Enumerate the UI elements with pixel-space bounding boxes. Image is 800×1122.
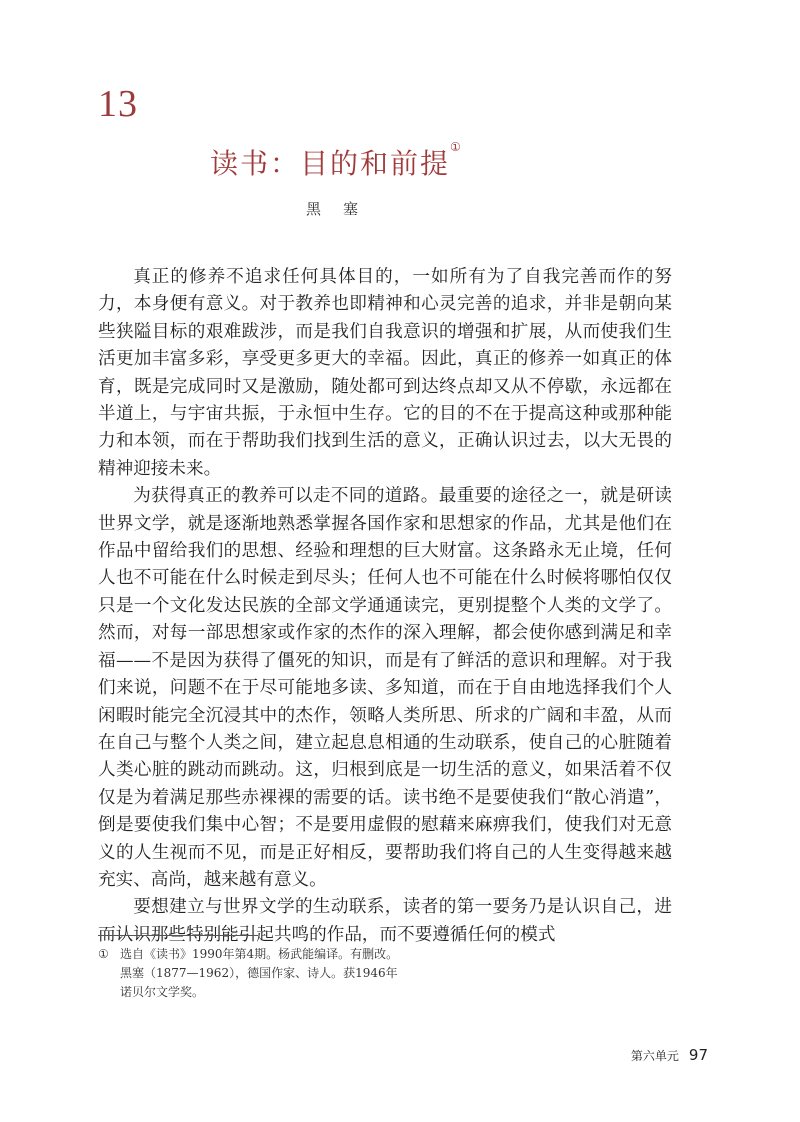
unit-label: 第六单元 bbox=[630, 1049, 679, 1063]
page-title bbox=[210, 142, 463, 182]
paragraph: 真正的修养不追求任何具体目的，一如所有为了自我完善而作的努力，本身便有意义。对于教养也即精神和心灵完善的追求，并非是朝向某些狭隘目标的艰难跋涉，而是我们自我意识的增强和扩展，从而使我们生活更加丰富多彩，享受更多更大的幸福。因此，真正的修养一如真正的体育，既是完成同时又是激励，随处都可到达终点却又从不停歇，永远都在半道上，与宇宙共振，于永恒中生存。它的目的不在于提高这种或那种能力和本领，而在于帮助我们找到生活的意义，正确认识过去，以大无畏的精神迎接未来。 bbox=[98, 267, 672, 479]
footnote-line bbox=[98, 945, 458, 964]
article-body bbox=[98, 264, 672, 949]
page-number: 97 bbox=[688, 1046, 708, 1064]
footnote bbox=[98, 945, 458, 1002]
footnote-line: 黑塞（1877—1962），德国作家、诗人。获1946年 bbox=[120, 966, 398, 980]
footnote-mark: ① bbox=[98, 947, 109, 961]
footnote-reference[interactable]: ① bbox=[450, 140, 463, 154]
paragraph: 为获得真正的教养可以走不同的道路。最重要的途径之一，就是研读世界文学，就是逐渐地熟悉掌握各国作家和思想家的作品，尤其是他们在作品中留给我们的思想、经验和理想的巨大财富。这条路永无止境，任何人也不可能在什么时候走到尽头；任何人也不可能在什么时候将哪怕仅仅只是一个文化发达民族的全部文学通通读完，更别提整个人类的文学了。然而，对每一部思想家或作家的杰作的深入理解，都会使你感到满足和幸福——不是因为获得了僵死的知识，而是有了鲜活的意识和理解。对于我们来说，问题不在于尽可能地多读、多知道，而在于自由地选择我们个人闲暇时能完全沉浸其中的杰作，领略人类所思、所求的广阔和丰盈，从而在自己与整个人类之间，建立起息息相通的生动联系，使自己的心脏随着人类心脏的跳动而跳动。这，归根到底是一切生活的意义，如果活着不仅仅是为着满足那些赤裸裸的需要的话。读书绝不是要使我们“散心消遣”，倒是要使我们集中心智；不是要用虚假的慰藉来麻痹我们，使我们对无意义的人生视而不见，而是正好相反，要帮助我们将自己的人生变得越来越充实、高尚，越来越有意义。 bbox=[98, 486, 672, 890]
paragraph: 要想建立与世界文学的生动联系，读者的第一要务乃是认识自己，进而认识那些特别能引起共鸣的作品，而不要遵循任何的模式 bbox=[98, 897, 672, 945]
page-footer bbox=[631, 1046, 708, 1064]
footnote-line: 诺贝尔文学奖。 bbox=[120, 985, 205, 999]
title-text: 读书：目的和前提 bbox=[210, 147, 451, 180]
lesson-number: 13 bbox=[98, 83, 138, 125]
footnote-source: 选自《读书》1990年第4期。杨武能编译。有删改。 bbox=[120, 947, 399, 961]
author-name: 黑塞 bbox=[306, 200, 381, 218]
footnote-divider bbox=[98, 935, 258, 936]
